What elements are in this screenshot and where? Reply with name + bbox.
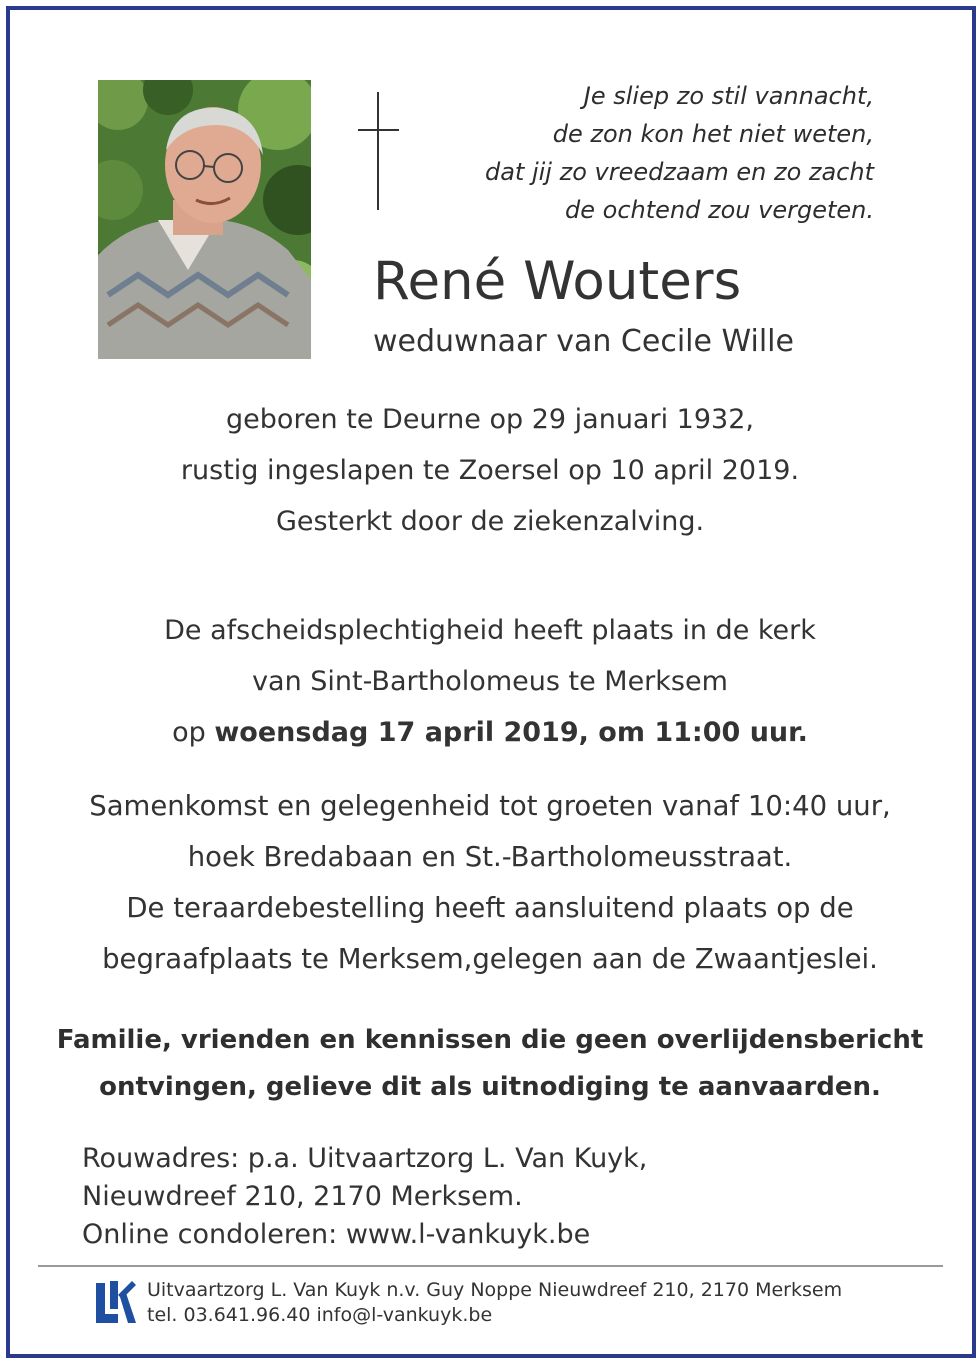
footer-contact-line: tel. 03.641.96.40 info@l-vankuyk.be <box>147 1304 493 1326</box>
invitation-line: Familie, vrienden en kennissen die geen overlijdensbericht <box>56 1025 924 1055</box>
ceremony-line-1: De afscheidsplechtigheid heeft plaats in de kerk <box>164 615 816 646</box>
poem-line: de ochtend zou vergeten. <box>565 196 874 224</box>
address-line: Rouwadres: p.a. Uitvaartzorg L. Van Kuyk, <box>82 1143 648 1174</box>
gathering-details <box>20 781 960 985</box>
ceremony-date-prefix: op <box>172 717 215 748</box>
birth-line: geboren te Deurne op 29 januari 1932, <box>226 404 754 435</box>
poem-line: de zon kon het niet weten, <box>552 120 874 148</box>
gathering-line: hoek Bredabaan en St.-Bartholomeusstraat. <box>187 841 793 873</box>
condolence-link[interactable]: Online condoleren: www.l-vankuyk.be <box>82 1219 591 1250</box>
footer-contact <box>147 1278 842 1328</box>
poem-line: Je sliep zo stil vannacht, <box>583 82 874 110</box>
ceremony-line-2: van Sint-Bartholomeus te Merksem <box>252 666 728 697</box>
footer-divider <box>38 1265 943 1267</box>
ceremony-line-3 <box>20 707 960 758</box>
ceremony-details <box>20 605 960 758</box>
footer-company-line: Uitvaartzorg L. Van Kuyk n.v. Guy Noppe Nieuwdreef 210, 2170 Merksem <box>147 1279 843 1301</box>
cross-icon-bar <box>358 129 399 131</box>
gathering-line: Samenkomst en gelegenheid tot groeten vanaf 10:40 uur, <box>89 790 891 822</box>
life-details <box>20 394 960 547</box>
deceased-name: René Wouters <box>373 251 742 312</box>
cross-icon <box>377 92 379 210</box>
sacrament-line: Gesterkt door de ziekenzalving. <box>275 506 705 537</box>
address-line: Nieuwdreef 210, 2170 Merksem. <box>82 1181 523 1212</box>
invitation-notice <box>20 1017 960 1111</box>
mourning-address <box>82 1140 647 1254</box>
lvk-logo-icon <box>96 1281 136 1325</box>
gathering-line: begraafplaats te Merksem,gelegen aan de Zwaantjeslei. <box>102 943 878 975</box>
spouse-line: weduwnaar van Cecile Wille <box>373 324 794 359</box>
poem-line: dat jij zo vreedzaam en zo zacht <box>484 158 874 186</box>
poem <box>485 77 874 229</box>
death-line: rustig ingeslapen te Zoersel op 10 april 2019. <box>180 455 800 486</box>
invitation-line: ontvingen, gelieve dit als uitnodiging te aanvaarden. <box>99 1072 881 1102</box>
gathering-line: De teraardebestelling heeft aansluitend plaats op de <box>126 892 854 924</box>
ceremony-date: woensdag 17 april 2019, om 11:00 uur. <box>214 717 808 748</box>
portrait-photo <box>98 80 311 359</box>
